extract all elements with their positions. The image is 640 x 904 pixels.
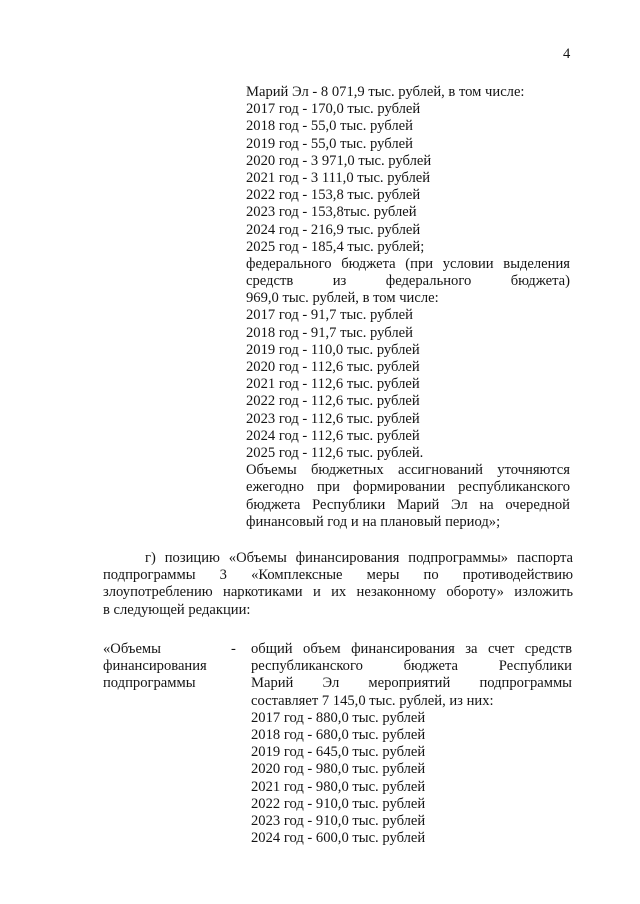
year-line: 2022 год - 910,0 тыс. рублей [251,795,426,812]
note-line: бюджета Республики Марий Эл на очередной [246,496,570,513]
year-line: 2023 год - 910,0 тыс. рублей [251,812,426,829]
paragraph-line: злоупотреблению наркотиками и их незаконному обороту» изложить [103,584,573,601]
paragraph-line: в следующей редакции: [103,601,251,618]
year-line: 2017 год - 91,7 тыс. рублей [246,307,413,324]
year-line: 2023 год - 153,8тыс. рублей [246,204,417,221]
content-line: Марий Эл мероприятий подпрограммы [251,675,572,692]
funding-label [103,641,233,693]
year-line: 2017 год - 880,0 тыс. рублей [251,709,426,726]
year-line: 2017 год - 170,0 тыс. рублей [246,101,421,118]
year-line: 2019 год - 55,0 тыс. рублей [246,135,413,152]
label-line: «Объемы [103,641,161,657]
year-line: 2019 год - 645,0 тыс. рублей [251,744,426,761]
label-dash: - [231,641,236,657]
content-line: республиканского бюджета Республики [251,658,572,675]
year-line: 2024 год - 112,6 тыс. рублей [246,427,420,444]
year-line: 2021 год - 112,6 тыс. рублей [246,376,420,393]
year-line: 2025 год - 185,4 тыс. рублей; [246,238,425,255]
year-line: 2020 год - 112,6 тыс. рублей [246,359,420,375]
year-line: 2022 год - 153,8 тыс. рублей [246,187,421,204]
year-line: 2021 год - 980,0 тыс. рублей [251,778,426,795]
year-line: 2025 год - 112,6 тыс. рублей. [246,444,424,461]
federal-total-line: 969,0 тыс. рублей, в том числе: [246,290,439,307]
year-line: 2024 год - 600,0 тыс. рублей [251,830,426,847]
year-line: 2022 год - 112,6 тыс. рублей [246,393,420,410]
paragraph-line: подпрограммы 3 «Комплексные меры по противодействию [103,567,573,584]
total-line: составляет 7 145,0 тыс. рублей, из них: [251,692,494,709]
year-line: 2020 год - 980,0 тыс. рублей [251,761,426,778]
republican-total-line: Марий Эл - 8 071,9 тыс. рублей, в том числе: [246,84,525,100]
lower-funding-block [251,641,572,847]
year-line: 2021 год - 3 111,0 тыс. рублей [246,169,431,186]
year-line: 2023 год - 112,6 тыс. рублей [246,410,420,427]
year-line: 2024 год - 216,9 тыс. рублей [246,221,421,238]
federal-budget-line: средств из федерального бюджета) [246,273,570,290]
note-line: финансовый год и на плановый период»; [246,513,501,530]
year-line: 2018 год - 680,0 тыс. рублей [251,726,426,743]
label-line: финансирования [103,658,207,675]
page-number: 4 [563,46,571,62]
year-line: 2018 год - 91,7 тыс. рублей [246,324,413,341]
upper-funding-block [246,84,570,531]
note-line: ежегодно при формировании республиканского [246,479,570,496]
paragraph-line: г) позицию «Объемы финансирования подпрограммы» паспорта [145,550,573,566]
year-line: 2020 год - 3 971,0 тыс. рублей [246,152,432,169]
label-line: подпрограммы [103,675,196,692]
content-line: общий объем финансирования за счет средств [251,641,572,657]
year-line: 2018 год - 55,0 тыс. рублей [246,118,413,135]
federal-budget-line: федерального бюджета (при условии выделения [246,255,570,272]
amendment-paragraph [103,550,573,619]
year-line: 2019 год - 110,0 тыс. рублей [246,341,420,358]
note-line: Объемы бюджетных ассигнований уточняются [246,462,570,479]
